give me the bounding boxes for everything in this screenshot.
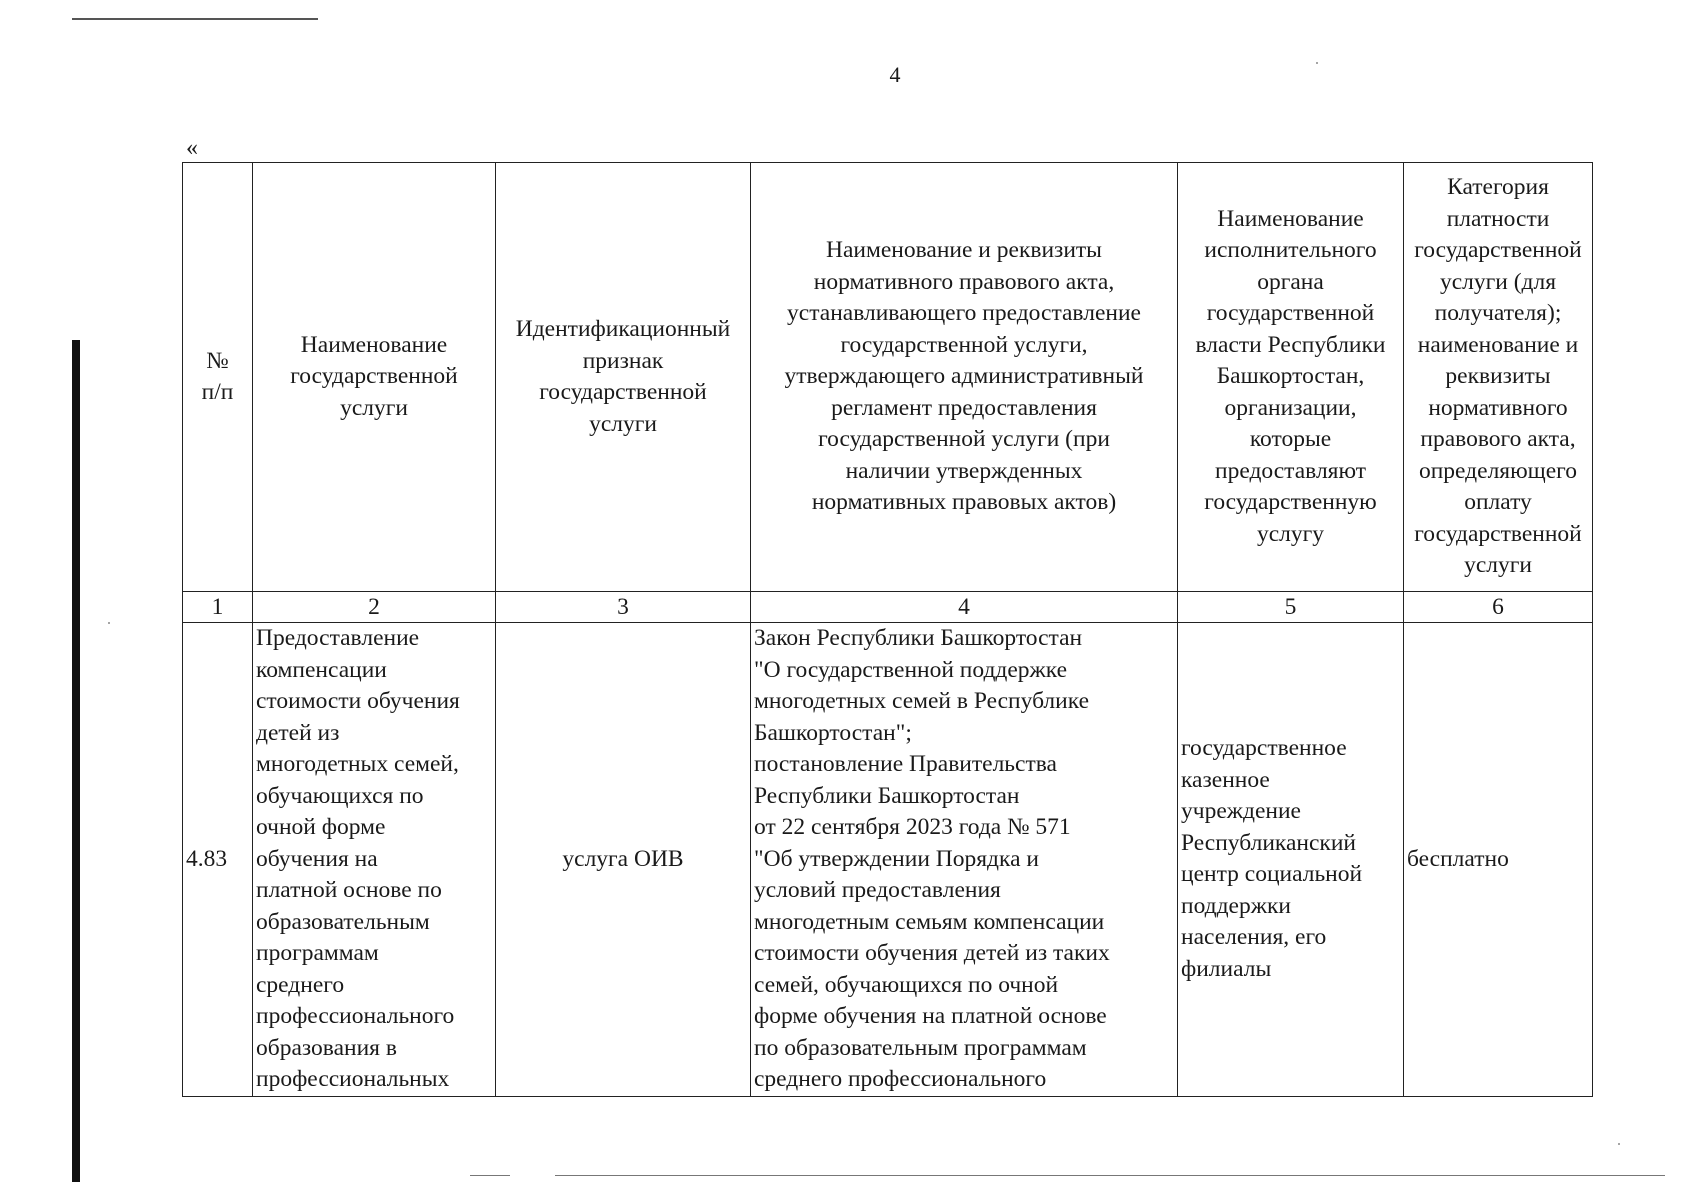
scan-speck [1618, 1143, 1620, 1145]
column-number-row [183, 592, 1593, 623]
column-number: 5 [1178, 592, 1404, 623]
row-payment-category: бесплатно [1404, 623, 1593, 1097]
page-number: 4 [889, 62, 901, 87]
column-number: 4 [751, 592, 1178, 623]
row-legal-act: Закон Республики Башкортостан "О государственной поддержке многодетных семей в Республике Башкортостан"; постановление Правительства Республики Башкортостан от 22 сентября 2023 года № 571 "Об утверждении Порядка и условий предоставления многодетным семьям компенсации стоимости обучения детей из таких семей, обучающихся по очной форме обучения на платной основе по образовательным программам среднего профессионального [751, 623, 1178, 1097]
table-row [183, 623, 1593, 1097]
column-number: 6 [1404, 592, 1593, 623]
column-number: 2 [253, 592, 496, 623]
scan-speck [1316, 62, 1318, 64]
header-service-name: Наименование государственной услуги [253, 163, 496, 592]
row-identifier: услуга ОИВ [496, 623, 751, 1097]
header-payment-category: Категория платности государственной услуги (для получателя); наименование и реквизиты нормативного правового акта, определяющего оплату государственной услуги [1404, 163, 1593, 592]
scan-speck [108, 622, 110, 624]
opening-quote-mark: « [186, 135, 198, 161]
header-executor: Наименование исполнительного органа государственной власти Республики Башкортостан, организации, которые предоставляют государственную услугу [1178, 163, 1404, 592]
row-service-name: Предоставление компенсации стоимости обучения детей из многодетных семей, обучающихся по очной форме обучения на платной основе по образовательным программам среднего профессионального образования в профессиональных [253, 623, 496, 1097]
top-rule [72, 18, 318, 20]
row-number: 4.83 [183, 623, 253, 1097]
table-header-row [183, 163, 1593, 592]
services-table [182, 162, 1593, 1097]
scan-edge-bar [72, 340, 80, 1182]
header-number: № п/п [183, 163, 253, 592]
header-legal-act: Наименование и реквизиты нормативного правового акта, устанавливающего предоставление государственной услуги, утверждающего административный регламент предоставления государственной услуги (при наличии утвержденных нормативных правовых актов) [751, 163, 1178, 592]
bottom-rule [470, 1175, 510, 1176]
header-identifier: Идентификационный признак государственной услуги [496, 163, 751, 592]
bottom-rule [555, 1175, 1665, 1176]
column-number: 3 [496, 592, 751, 623]
column-number: 1 [183, 592, 253, 623]
row-executor: государственное казенное учреждение Республиканский центр социальной поддержки населения, его филиалы [1178, 623, 1404, 1097]
